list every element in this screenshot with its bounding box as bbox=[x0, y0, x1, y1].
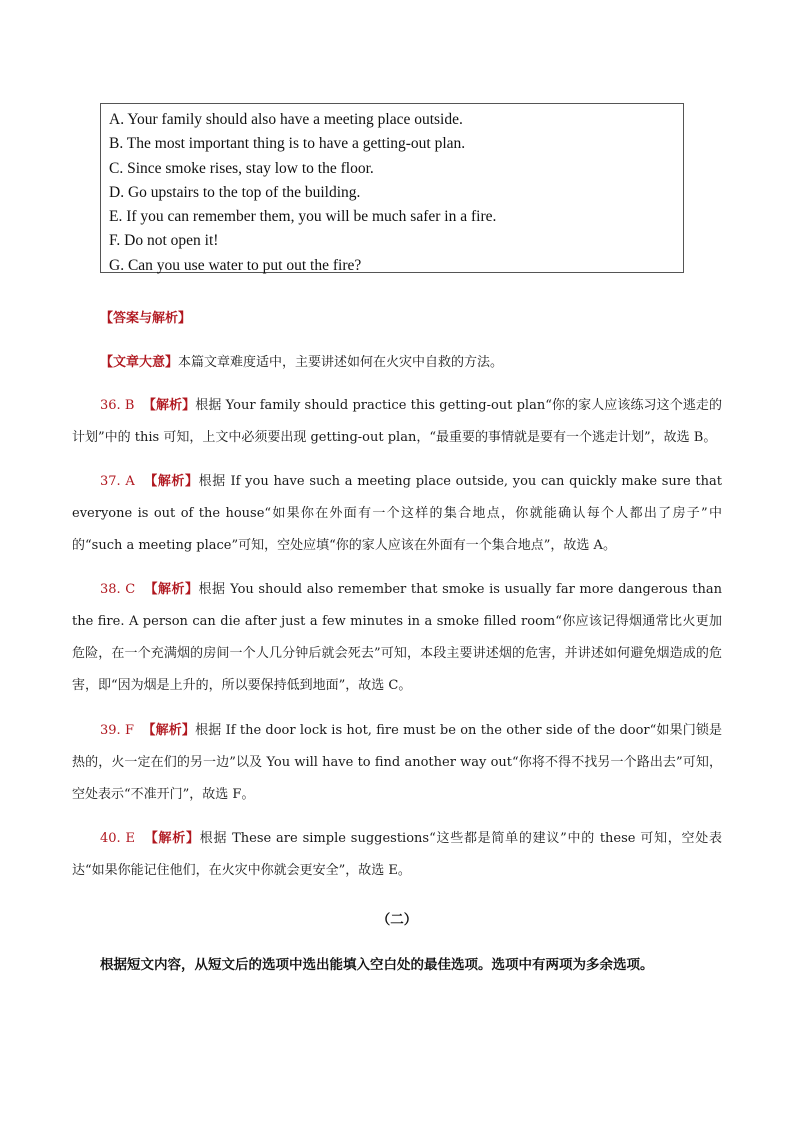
explanation-37-text: 根据 If you have such a meeting place outside, you can quickly make sure that everyone is out of the house“如果你在外面有一个这样的集合地点，你就能确认每个人都出了房子”中的“such a meeting place”可知，空处应填“你的家人应该在外面有一个集合地点”，故选 A。 bbox=[72, 474, 722, 553]
explanation-36-label: 【解析】 bbox=[142, 398, 196, 413]
explanation-36-text: 根据 Your family should practice this getting-out plan“你的家人应该练习这个逃走的计划”中的 this 可知，上文中必须要出现 getting-out plan，“最重要的事情就是要有一个逃走计划”，故选 B。 bbox=[72, 398, 722, 445]
explanation-40-text: 根据 These are simple suggestions“这些都是简单的建议”中的 these 可知，空处表达“如果你能记住他们，在火灾中你就会更安全”，故选 E。 bbox=[72, 831, 723, 878]
explanation-37-label: 【解析】 bbox=[144, 474, 199, 489]
explanation-38 bbox=[72, 574, 722, 702]
instruction: 根据短文内容，从短文后的选项中选出能填入空白处的最佳选项。选项中有两项为多余选项。 bbox=[100, 957, 654, 973]
explanation-38-text: 根据 You should also remember that smoke is usually far more dangerous than the fire. A person can die after just a few minutes in a smoke filled room“你应该记得烟通常比火更加危险，在一个充满烟的房间一个人几分钟后就会死去”可知，本段主要讲述烟的危害，并讲述如何避免烟造成的危害，即“因为烟是上升的，所以要保持低到地面”，故选 C。 bbox=[72, 582, 722, 693]
explanation-39-number: 39. F bbox=[100, 723, 134, 738]
option-d: D. Go upstairs to the top of the building. bbox=[109, 183, 361, 201]
option-b: B. The most important thing is to have a getting-out plan. bbox=[109, 135, 466, 153]
explanation-37 bbox=[72, 466, 722, 562]
section-title: （二） bbox=[376, 912, 418, 928]
options-box bbox=[100, 103, 684, 273]
explanation-40 bbox=[72, 823, 722, 887]
explanation-38-label: 【解析】 bbox=[144, 582, 199, 597]
summary-label: 【文章大意】 bbox=[100, 355, 179, 370]
explanation-40-number: 40. E bbox=[100, 831, 136, 846]
answer-heading-text: 【答案与解析】 bbox=[100, 311, 192, 326]
explanation-37-number: 37. A bbox=[100, 474, 135, 489]
explanation-38-number: 38. C bbox=[100, 582, 136, 597]
summary bbox=[100, 351, 503, 370]
explanation-39 bbox=[72, 715, 722, 811]
answer-heading bbox=[100, 307, 191, 326]
explanation-40-label: 【解析】 bbox=[144, 831, 200, 846]
option-a: A. Your family should also have a meeting place outside. bbox=[109, 111, 463, 128]
summary-text: 本篇文章难度适中，主要讲述如何在火灾中自救的方法。 bbox=[178, 355, 504, 370]
explanation-39-text: 根据 If the door lock is hot, fire must be on the other side of the door“如果门锁是热的，火一定在们的另一边”以及 You will have to find another way out“你将不得不找另一个路出去”可知，空处表示“不准开门”，故选 F。 bbox=[72, 723, 722, 802]
explanation-39-label: 【解析】 bbox=[142, 723, 196, 738]
option-f: F. Do not open it! bbox=[109, 232, 219, 250]
explanation-36 bbox=[72, 390, 722, 454]
explanation-36-number: 36. B bbox=[100, 398, 135, 413]
option-g: G. Can you use water to put out the fire? bbox=[109, 256, 362, 274]
option-e: E. If you can remember them, you will be much safer in a fire. bbox=[109, 208, 497, 226]
option-c: C. Since smoke rises, stay low to the floor. bbox=[109, 159, 374, 177]
